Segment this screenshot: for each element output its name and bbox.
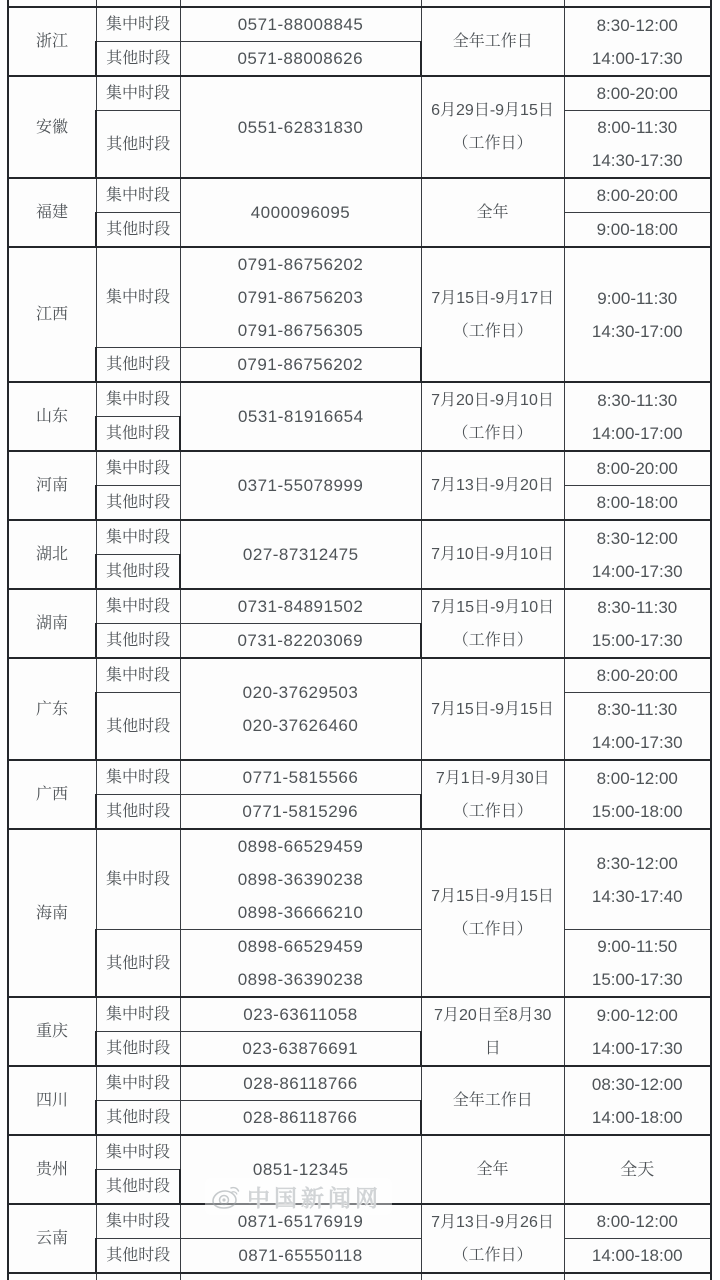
phone-cell (180, 930, 421, 998)
date-cell-line: 7月20日至8月30 (434, 1006, 552, 1024)
time-cell (564, 451, 711, 486)
time-cell-line: 8:00-20:00 (596, 186, 678, 205)
phone-cell (180, 624, 421, 659)
time-cell (564, 1239, 711, 1274)
time-cell-line: 14:00-18:00 (591, 1246, 683, 1265)
date-cell (421, 520, 564, 589)
province-cell-line: 广东 (35, 700, 68, 718)
phone-cell-line: 0531-81916654 (237, 407, 364, 426)
period-cell (96, 382, 180, 417)
period-cell (96, 1239, 180, 1274)
province-cell (8, 760, 96, 829)
period-cell (96, 1170, 180, 1205)
time-cell-line: 14:30-17:40 (591, 886, 683, 906)
time-cell (564, 213, 711, 248)
period-cell (96, 7, 180, 42)
date-cell-line: 7月10日-9月10日 (431, 546, 554, 563)
date-cell-line: 全年工作日 (452, 1092, 533, 1109)
time-cell-line: 8:30-11:30 (597, 700, 678, 719)
period-cell (96, 997, 180, 1032)
period-cell (96, 693, 180, 761)
time-cell (564, 247, 711, 382)
province-cell (8, 7, 96, 76)
time-cell (564, 1204, 711, 1239)
time-cell (564, 997, 711, 1066)
phone-cell (180, 451, 421, 520)
phone-cell (180, 829, 421, 930)
time-cell-line: 8:00-11:30 (597, 118, 678, 137)
phone-cell (180, 247, 421, 348)
phone-cell-line: 028-86118766 (243, 1108, 358, 1127)
date-cell (421, 7, 564, 76)
time-cell (564, 178, 711, 213)
phone-cell-line: 4000096095 (250, 203, 351, 222)
date-cell (421, 247, 564, 382)
province-cell (8, 76, 96, 178)
date-cell (421, 1135, 564, 1204)
province-cell (8, 382, 96, 451)
period-cell (96, 1204, 180, 1239)
time-cell-line: 8:30-12:00 (596, 853, 678, 873)
period-cell-line: 集中时段 (105, 598, 170, 615)
phone-cell-line: 0371-55078999 (237, 476, 364, 495)
period-cell (96, 247, 180, 348)
phone-cell-line: 0551-62831830 (237, 117, 364, 137)
province-cell (8, 997, 96, 1066)
date-cell-line: （工作日） (452, 802, 533, 820)
partial-row-cell (8, 1273, 96, 1280)
province-cell (8, 1204, 96, 1273)
period-cell-line: 其他时段 (106, 494, 171, 511)
time-cell-line: 15:00-18:00 (591, 801, 683, 821)
time-cell-line: 9:00-18:00 (596, 220, 678, 239)
phone-cell-line: 0871-65550118 (238, 1246, 363, 1265)
phone-cell-line: 0791-86756202 (237, 355, 364, 374)
period-cell-line: 其他时段 (106, 954, 171, 972)
phone-cell (180, 520, 421, 589)
phone-cell-line: 0771-5815566 (242, 768, 359, 787)
period-cell (96, 417, 180, 452)
time-cell (564, 1066, 711, 1135)
time-cell (564, 7, 711, 76)
phone-cell (180, 178, 421, 247)
phone-cell (180, 658, 421, 760)
phone-cell (180, 76, 421, 178)
time-cell-line: 14:00-17:30 (591, 733, 683, 752)
partial-row-cell (564, 0, 711, 7)
period-cell (96, 111, 180, 179)
phone-cell-line: 0898-66529459 (237, 837, 364, 856)
date-cell-line: 7月15日-9月10日 (431, 598, 555, 616)
date-cell (421, 997, 564, 1066)
province-cell (8, 1066, 96, 1135)
phone-cell-line: 0571-88008845 (237, 15, 364, 34)
date-cell-line: （工作日） (452, 921, 533, 938)
time-cell-line: 15:00-17:30 (591, 970, 683, 989)
date-cell (421, 451, 564, 520)
period-cell (96, 76, 180, 111)
period-cell-line: 集中时段 (105, 667, 170, 684)
date-cell-line: 全年工作日 (452, 33, 533, 50)
period-cell-line: 其他时段 (106, 356, 171, 373)
date-cell (421, 1204, 564, 1273)
phone-cell (180, 795, 421, 830)
phone-cell (180, 589, 421, 624)
phone-cell-line: 0851-12345 (252, 1160, 349, 1179)
period-cell-line: 集中时段 (105, 289, 170, 306)
time-cell (564, 382, 711, 451)
time-cell-line: 8:00-12:00 (596, 768, 678, 788)
time-cell (564, 1135, 711, 1204)
time-cell-line: 08:30-12:00 (591, 1074, 683, 1094)
phone-cell (180, 1101, 421, 1136)
period-cell (96, 1032, 180, 1067)
phone-cell-line: 0791-86756203 (237, 288, 364, 307)
time-cell-line: 8:30-12:00 (596, 15, 678, 35)
period-cell-line: 集中时段 (105, 16, 170, 33)
period-cell (96, 795, 180, 830)
province-cell (8, 658, 96, 760)
phone-cell (180, 382, 421, 451)
period-cell-line: 其他时段 (106, 1247, 171, 1264)
date-cell-line: （工作日） (452, 322, 533, 340)
time-cell-line: 14:30-17:00 (591, 321, 683, 341)
period-cell-line: 集中时段 (105, 871, 170, 888)
phone-cell (180, 42, 421, 77)
time-cell-line: 8:30-11:30 (597, 390, 678, 410)
phone-cell (180, 1032, 421, 1067)
time-cell-line: 8:30-11:30 (597, 597, 678, 617)
province-cell-line: 重庆 (35, 1023, 68, 1040)
period-cell-line: 其他时段 (106, 50, 171, 67)
phone-cell (180, 997, 421, 1032)
period-cell (96, 624, 180, 659)
partial-row-cell (96, 1273, 180, 1280)
date-cell (421, 382, 564, 451)
phone-cell-line: 0791-86756202 (237, 255, 364, 274)
period-cell-line: 其他时段 (106, 135, 171, 153)
time-cell-line: 14:00-17:30 (591, 48, 683, 68)
period-cell-line: 其他时段 (106, 803, 171, 820)
date-cell-line: （工作日） (452, 424, 533, 442)
period-cell-line: 集中时段 (105, 1006, 170, 1023)
province-cell-line: 云南 (35, 1230, 68, 1247)
phone-cell-line: 0571-88008626 (237, 49, 364, 68)
date-cell-line: 全年 (476, 1161, 509, 1178)
phone-cell-line: 023-63611058 (243, 1005, 358, 1024)
province-cell (8, 1135, 96, 1204)
period-cell-line: 其他时段 (105, 563, 170, 580)
date-cell-line: （工作日） (452, 135, 533, 152)
date-cell-line: 日 (484, 1039, 501, 1057)
time-cell-line: 14:00-17:30 (591, 1038, 683, 1058)
province-cell (8, 451, 96, 520)
province-cell (8, 589, 96, 658)
time-cell (564, 111, 711, 179)
province-cell-line: 浙江 (35, 33, 68, 50)
time-cell-line: 8:00-12:00 (596, 1212, 678, 1231)
date-cell-line: 7月13日-9月20日 (431, 477, 554, 494)
period-cell (96, 760, 180, 795)
partial-row-cell (180, 0, 421, 7)
date-cell-line: 7月13日-9月26日 (431, 1213, 554, 1231)
time-cell-line: 8:00-20:00 (596, 666, 678, 685)
date-cell (421, 658, 564, 760)
date-cell (421, 760, 564, 829)
province-cell (8, 178, 96, 247)
partial-row-cell (421, 0, 564, 7)
period-cell (96, 451, 180, 486)
partial-row-cell (8, 0, 96, 7)
period-cell (96, 1101, 180, 1136)
phone-cell-line: 0898-36390238 (237, 870, 364, 889)
period-cell-line: 集中时段 (105, 187, 170, 204)
phone-cell (180, 1204, 421, 1239)
phone-cell-line: 0871-65176919 (237, 1212, 364, 1231)
partial-row-cell (96, 0, 180, 7)
province-cell-line: 湖北 (35, 546, 68, 563)
date-cell (421, 178, 564, 247)
date-cell-line: 全年 (476, 204, 509, 221)
period-cell (96, 930, 180, 998)
time-cell-line: 9:00-12:00 (596, 1005, 678, 1025)
phone-cell-line: 0898-36390238 (237, 970, 364, 989)
period-cell-line: 其他时段 (106, 1040, 171, 1057)
time-cell (564, 760, 711, 829)
time-cell (564, 658, 711, 693)
period-cell-line: 集中时段 (105, 85, 170, 102)
phone-cell (180, 1239, 421, 1274)
date-cell-line: 7月15日-9月15日 (431, 888, 554, 905)
watermark-text: 中国新闻网 (247, 1185, 382, 1211)
time-cell-line: 8:00-20:00 (596, 459, 678, 478)
phone-cell-line: 027-87312475 (242, 545, 359, 564)
date-cell (421, 589, 564, 658)
phone-cell-line: 023-63876691 (242, 1039, 359, 1058)
period-cell (96, 520, 180, 555)
period-cell (96, 589, 180, 624)
time-cell-line: 9:00-11:30 (597, 288, 678, 308)
province-cell-line: 福建 (35, 204, 68, 221)
date-cell-line: （工作日） (452, 631, 533, 649)
date-cell (421, 829, 564, 997)
time-cell-line: 14:00-18:00 (591, 1107, 683, 1127)
hotline-table (7, 0, 712, 1280)
time-cell (564, 693, 711, 761)
province-cell-line: 江西 (35, 306, 68, 323)
phone-cell (180, 7, 421, 42)
time-cell (564, 486, 711, 521)
time-cell-line: 9:00-11:50 (597, 937, 678, 956)
phone-cell-line: 0771-5815296 (242, 802, 359, 821)
date-cell (421, 1066, 564, 1135)
period-cell (96, 348, 180, 383)
period-cell-line: 集中时段 (105, 1075, 170, 1092)
time-cell-line: 8:00-18:00 (596, 493, 678, 512)
period-cell-line: 集中时段 (105, 391, 170, 408)
time-cell-line: 8:00-20:00 (596, 84, 678, 103)
time-cell (564, 589, 711, 658)
period-cell (96, 829, 180, 930)
province-cell (8, 829, 96, 997)
date-cell-line: 7月1日-9月30日 (435, 769, 550, 787)
period-cell-line: 其他时段 (105, 1178, 170, 1195)
province-cell-line: 海南 (35, 904, 68, 922)
period-cell (96, 42, 180, 77)
phone-cell-line: 0791-86756305 (237, 321, 364, 340)
province-cell-line: 广西 (35, 786, 68, 803)
phone-cell-line: 0731-84891502 (237, 597, 364, 616)
time-cell (564, 829, 711, 930)
period-cell-line: 集中时段 (105, 460, 170, 477)
phone-cell-line: 028-86118766 (243, 1074, 358, 1093)
date-cell-line: （工作日） (452, 1246, 533, 1264)
period-cell (96, 1135, 180, 1170)
period-cell-line: 集中时段 (105, 529, 170, 546)
province-cell-line: 四川 (35, 1092, 68, 1109)
phone-cell (180, 760, 421, 795)
time-cell (564, 76, 711, 111)
phone-cell-line: 0898-66529459 (237, 937, 364, 956)
province-cell-line: 贵州 (35, 1161, 68, 1178)
province-cell-line: 河南 (35, 477, 68, 494)
period-cell-line: 其他时段 (106, 221, 171, 238)
time-cell-line: 14:00-17:00 (591, 423, 683, 443)
period-cell (96, 555, 180, 590)
partial-row-cell (180, 1273, 421, 1280)
time-cell (564, 930, 711, 998)
time-cell-line: 14:00-17:30 (591, 561, 683, 581)
province-cell-line: 山东 (35, 408, 68, 425)
period-cell-line: 其他时段 (106, 717, 171, 735)
time-cell (564, 520, 711, 589)
period-cell (96, 486, 180, 521)
province-cell-line: 安徽 (35, 118, 68, 136)
date-cell-line: 7月15日-9月15日 (431, 700, 554, 718)
time-cell-line: 全天 (620, 1160, 655, 1179)
partial-row-cell (564, 1273, 711, 1280)
period-cell-line: 集中时段 (105, 1213, 170, 1230)
date-cell-line: 7月20日-9月10日 (431, 391, 554, 409)
period-cell-line: 其他时段 (106, 632, 171, 649)
period-cell-line: 集中时段 (105, 769, 170, 786)
phone-cell (180, 1066, 421, 1101)
period-cell (96, 658, 180, 693)
province-cell (8, 520, 96, 589)
phone-cell-line: 0731-82203069 (237, 631, 364, 650)
date-cell-line: 6月29日-9月15日 (431, 102, 554, 119)
phone-cell-line: 020-37626460 (242, 716, 359, 735)
province-cell (8, 247, 96, 382)
period-cell-line: 其他时段 (105, 425, 170, 442)
date-cell (421, 76, 564, 178)
phone-cell (180, 1135, 421, 1204)
phone-cell (180, 348, 421, 383)
date-cell-line: 7月15日-9月17日 (431, 289, 555, 307)
period-cell (96, 213, 180, 248)
period-cell-line: 其他时段 (106, 1109, 171, 1126)
period-cell-line: 集中时段 (105, 1144, 170, 1161)
period-cell (96, 1066, 180, 1101)
time-cell-line: 15:00-17:30 (591, 630, 683, 650)
period-cell (96, 178, 180, 213)
province-cell-line: 湖南 (35, 615, 68, 632)
time-cell-line: 14:30-17:30 (591, 151, 683, 170)
phone-cell-line: 0898-36666210 (237, 903, 364, 922)
phone-cell-line: 020-37629503 (242, 683, 359, 702)
partial-row-cell (421, 1273, 564, 1280)
time-cell-line: 8:30-12:00 (596, 528, 678, 548)
